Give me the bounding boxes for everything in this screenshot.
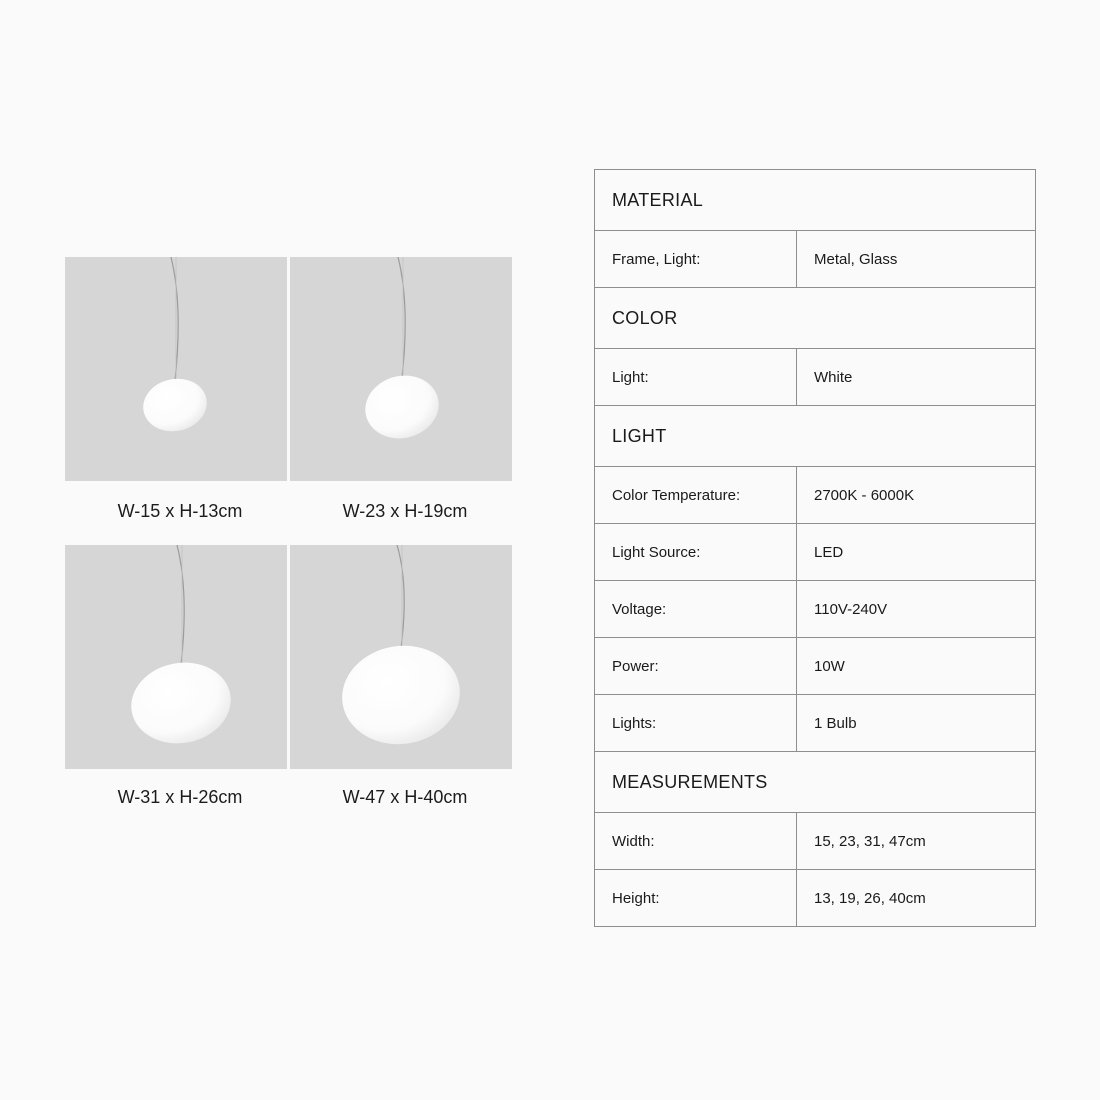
spec-row [595,581,1036,638]
section-title: LIGHT [595,406,1036,467]
lamp-cord [397,545,404,648]
spec-value: Metal, Glass [797,231,1036,288]
spec-label: Voltage: [595,581,797,638]
spec-value: 15, 23, 31, 47cm [797,813,1036,870]
spec-label: Height: [595,870,797,927]
lamp-cord [398,257,405,378]
spec-row [595,349,1036,406]
product-photo [65,545,287,769]
spec-row [595,524,1036,581]
spec-value: White [797,349,1036,406]
product-size-label: W-23 x H-19cm [342,501,468,521]
spec-row [595,813,1036,870]
product-card-4[interactable] [290,545,512,807]
glass-shade [138,373,211,437]
spec-value: LED [797,524,1036,581]
section-header-material [595,170,1036,231]
spec-row [595,638,1036,695]
spec-row [595,695,1036,752]
spec-value: 1 Bulb [797,695,1036,752]
spec-label: Frame, Light: [595,231,797,288]
section-header-measurements [595,752,1036,813]
spec-row [595,231,1036,288]
spec-row [595,870,1036,927]
product-photo [290,545,512,769]
pendant-lamp-image [65,545,287,769]
lamp-cord [177,545,184,665]
product-size-label: W-15 x H-13cm [117,501,243,521]
spec-label: Light: [595,349,797,406]
glass-shade [336,638,466,751]
spec-label: Light Source: [595,524,797,581]
section-title: COLOR [595,288,1036,349]
product-size-label: W-31 x H-26cm [117,787,243,807]
product-size-label: W-47 x H-40cm [342,787,468,807]
spec-label: Power: [595,638,797,695]
product-card-1[interactable] [65,257,287,521]
product-photo [290,257,512,481]
pendant-lamp-image [290,545,512,769]
lamp-cord [171,257,178,381]
spec-value: 10W [797,638,1036,695]
spec-row [595,467,1036,524]
spec-label: Color Temperature: [595,467,797,524]
specification-table [594,169,1036,927]
product-card-3[interactable] [65,545,287,807]
glass-shade [359,368,446,446]
spec-value: 2700K - 6000K [797,467,1036,524]
section-title: MEASUREMENTS [595,752,1036,813]
spec-label: Width: [595,813,797,870]
product-photo [65,257,287,481]
spec-label: Lights: [595,695,797,752]
product-card-2[interactable] [290,257,512,521]
section-header-color [595,288,1036,349]
pendant-lamp-image [65,257,287,481]
glass-shade [125,655,237,751]
section-header-light [595,406,1036,467]
spec-value: 110V-240V [797,581,1036,638]
pendant-lamp-image [290,257,512,481]
section-title: MATERIAL [595,170,1036,231]
spec-value: 13, 19, 26, 40cm [797,870,1036,927]
